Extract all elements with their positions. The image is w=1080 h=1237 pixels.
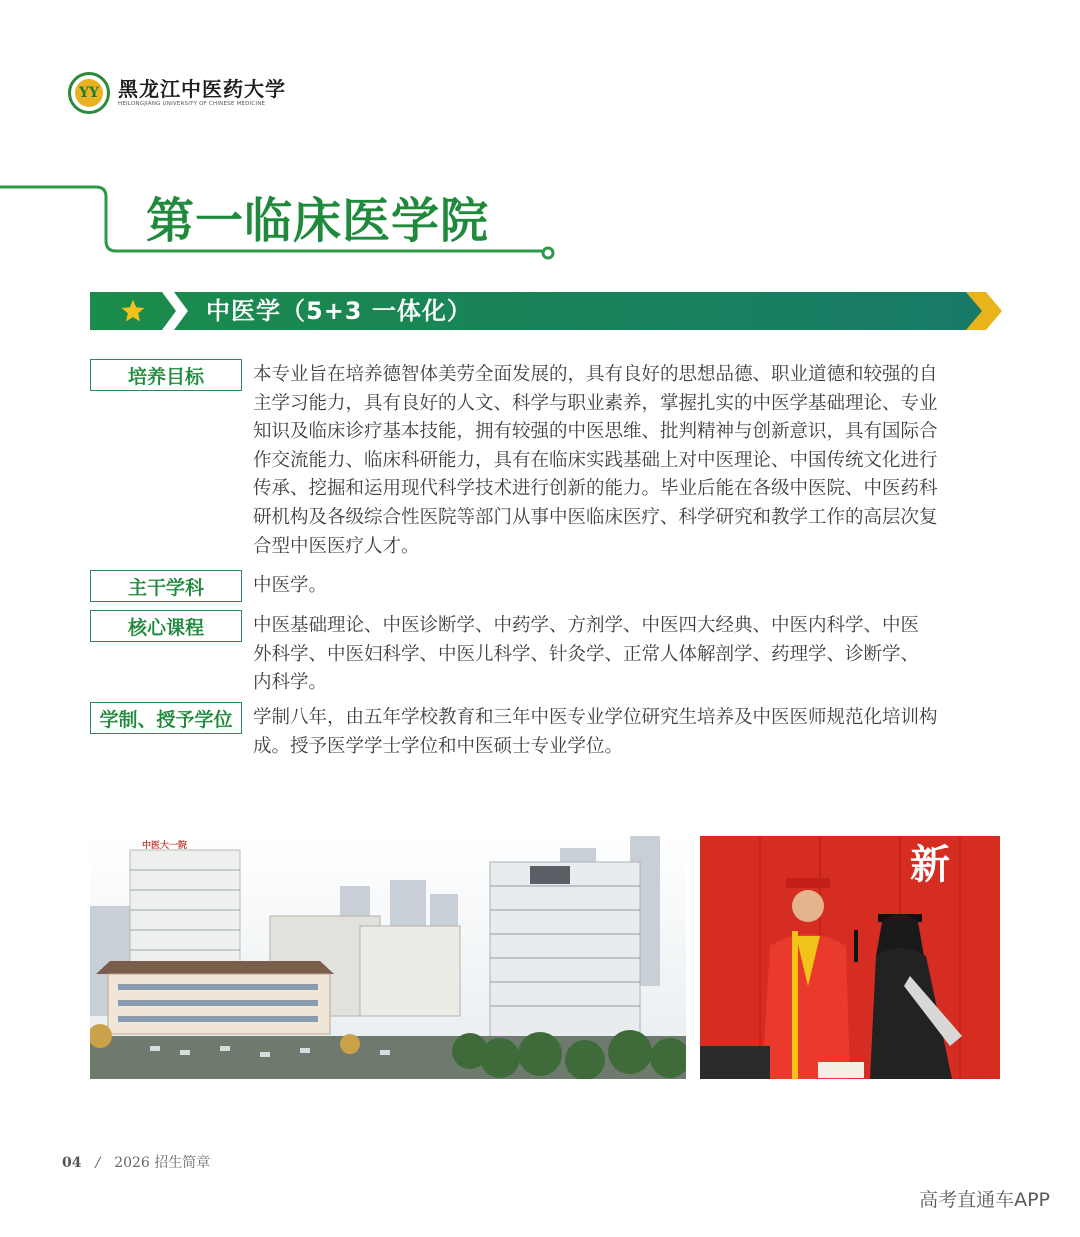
university-seal-icon	[68, 72, 110, 114]
university-logo	[68, 72, 286, 114]
page-number: 04	[62, 1155, 82, 1171]
university-name: 黑龙江中医药大学	[118, 77, 286, 101]
ceremony-backdrop-text: 新	[910, 841, 950, 888]
page-footer	[62, 1152, 210, 1172]
section-label: 主干学科	[90, 570, 242, 602]
star-icon	[120, 298, 146, 324]
major-banner	[90, 292, 1002, 330]
section-text: 中医学。	[253, 575, 328, 596]
major-title: 中医学（5+3 一体化）	[206, 297, 472, 325]
section-text: 中医基础理论、中医诊断学、中药学、方剂学、中医四大经典、中医内科学、中医 外科学、中医妇科学、中医儿科学、针灸学、正常人体解剖学、药理学、诊断学、 内科学。	[253, 615, 920, 694]
university-name-en: HEILONGJIANG UNIVERSITY OF CHINESE MEDICINE	[118, 101, 266, 107]
graduation-ceremony-photo	[700, 836, 1000, 1079]
section-text: 学制八年，由五年学校教育和三年中医专业学位研究生培养及中医医师规范化培训构 成。授予医学学士学位和中医硕士专业学位。	[253, 707, 938, 757]
publication-title: 2026 招生简章	[114, 1155, 211, 1171]
hospital-campus-photo	[90, 836, 686, 1079]
college-title: 第一临床医学院	[146, 193, 490, 249]
footer-separator: /	[95, 1155, 101, 1171]
section-label: 学制、授予学位	[90, 702, 242, 734]
section-label: 培养目标	[90, 359, 242, 391]
hospital-sign: 中医大一院	[142, 841, 188, 851]
watermark: 高考直通车APP	[919, 1189, 1050, 1211]
section-label: 核心课程	[90, 610, 242, 642]
seal-mark: YY	[75, 79, 103, 107]
section-text: 本专业旨在培养德智体美劳全面发展的，具有良好的思想品德、职业道德和较强的自 主学习能力，具有良好的人文、科学与职业素养，掌握扎实的中医学基础理论、专业 知识及临床诊疗基本技能，拥有较强的中医思维、批判精神与创新意识，具有国际合 作交流能力、临床科研能力，具有在临床实践基础上对中医理论、中国传统文化进行 传承、挖掘和运用现代科学技术进行创新的能力。毕业后能在各级中医院、中医药科 研机构及各级综合性医院等部门从事中医临床医疗、科学研究和教学工作的高层次复 合型中医医疗人才。	[253, 364, 938, 557]
